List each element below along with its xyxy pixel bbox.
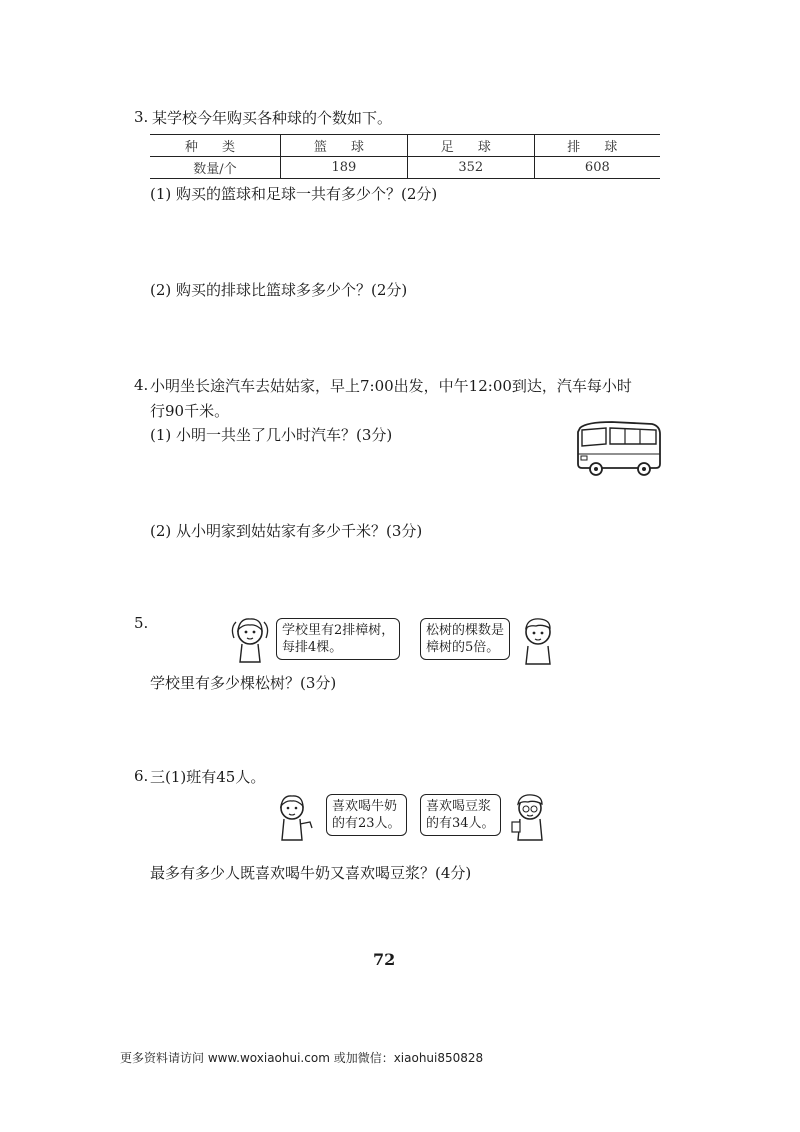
bubble-line: 樟树的5倍。	[426, 640, 500, 655]
speech-bubble-left	[326, 794, 407, 836]
bus-icon	[572, 418, 664, 480]
q3-sub1: (1) 购买的篮球和足球一共有多少个？(2分)	[150, 185, 438, 203]
table-cell: 608	[534, 157, 660, 179]
speech-bubble-right	[420, 618, 510, 660]
q6-stem: 三(1)班有45人。	[150, 768, 266, 786]
table-cell: 189	[281, 157, 408, 179]
bubble-line: 松树的棵数是	[426, 623, 505, 638]
q5-number: 5.	[134, 614, 149, 632]
q6-number: 6.	[134, 767, 149, 785]
table-header-cell: 排 球	[534, 135, 660, 157]
table-header-cell: 种 类	[150, 135, 281, 157]
boy-icon	[516, 612, 560, 666]
q4-sub1: (1) 小明一共坐了几小时汽车？(3分)	[150, 426, 393, 444]
bubble-line: 喜欢喝牛奶	[332, 799, 398, 814]
table-header-cell: 篮 球	[281, 135, 408, 157]
ball-count-table	[150, 134, 660, 179]
q3-number: 3.	[134, 108, 149, 126]
table-row-label: 数量/个	[150, 157, 281, 179]
q4-number: 4.	[134, 376, 149, 394]
table-row	[150, 157, 660, 179]
bubble-line: 喜欢喝豆浆	[426, 799, 492, 814]
q4-sub2: (2) 从小明家到姑姑家有多少千米？(3分)	[150, 522, 423, 540]
q3-stem: 某学校今年购买各种球的个数如下。	[152, 109, 393, 127]
bubble-line: 学校里有2排樟树，	[282, 623, 395, 638]
q6-question: 最多有多少人既喜欢喝牛奶又喜欢喝豆浆？(4分)	[150, 864, 472, 882]
bubble-line: 每排4棵。	[282, 640, 343, 655]
q4-stem-line2: 行90千米。	[150, 402, 230, 420]
q3-sub2: (2) 购买的排球比篮球多多少个？(2分)	[150, 281, 408, 299]
q5-question: 学校里有多少棵松树？(3分)	[150, 674, 337, 692]
table-cell: 352	[407, 157, 534, 179]
girl-icon	[270, 790, 318, 846]
bubble-line: 的有34人。	[426, 816, 495, 831]
table-header-cell: 足 球	[407, 135, 534, 157]
page-number: 72	[373, 950, 396, 969]
speech-bubble-left	[276, 618, 400, 660]
footer-text: 更多资料请访问 www.woxiaohui.com 或加微信：xiaohui850828	[120, 1051, 484, 1065]
q4-stem-line1: 小明坐长途汽车去姑姑家，早上7:00出发，中午12:00到达，汽车每小时	[150, 377, 632, 395]
table-header-row	[150, 135, 660, 157]
boy-icon	[504, 790, 552, 846]
bubble-line: 的有23人。	[332, 816, 401, 831]
girl-icon	[228, 612, 272, 666]
speech-bubble-right	[420, 794, 501, 836]
